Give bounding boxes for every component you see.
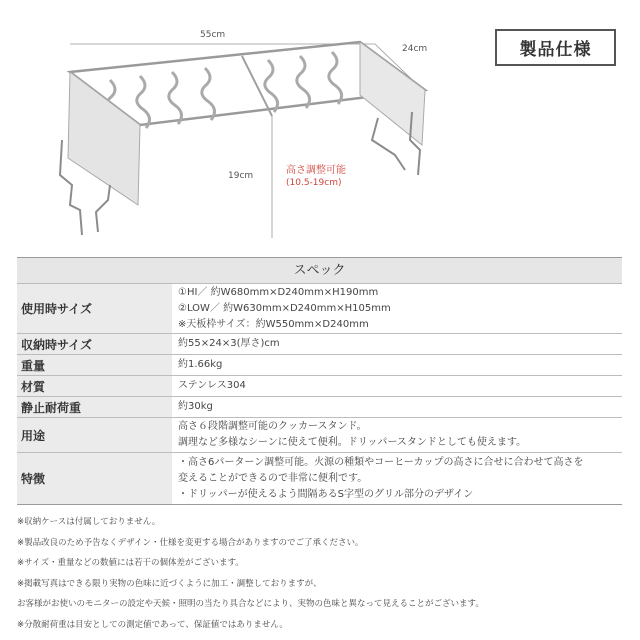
spec-line: ②LOW／ 約W630mm×D240mm×H105mm [178,302,391,314]
spec-value [172,397,622,418]
spec-table-section [17,257,622,505]
spec-key: 特徴 [17,453,172,505]
spec-value [172,418,622,453]
spec-line: ①HI／ 約W680mm×D240mm×H190mm [178,286,379,298]
note: ※掲載写真はできる限り実物の色味に近づくように加工・調整しておりますが、 [17,578,322,589]
spec-title: スペック [17,257,622,283]
spec-key: 重量 [17,355,172,376]
spec-line: 変えることができるので非常に便利です。 [178,472,368,484]
spec-line: ※天板枠サイズ：約W550mm×D240mm [178,318,369,330]
height-adjust-callout [286,164,346,190]
spec-line: 約55×24×3(厚さ)cm [178,338,280,349]
spec-value [172,376,622,397]
spec-key: 用途 [17,418,172,453]
product-spec-badge: 製品仕様 [495,29,616,66]
spec-line: 高さ６段階調整可能のクッカースタンド。 [178,421,367,432]
height-adjust-range: (10.5-19cm) [286,178,342,188]
spec-line: 約1.66kg [178,359,223,370]
spec-key: 収納時サイズ [17,334,172,355]
spec-value [172,334,622,355]
note: お客様がお使いのモニターの設定や天候・照明の当たり具合などにより、実物の色味と異なって見えることがございます。 [17,599,484,609]
spec-row-usage-size [17,284,622,334]
spec-row-static-load [17,397,622,418]
spec-key: 使用時サイズ [17,284,172,334]
spec-key: 静止耐荷重 [17,397,172,418]
spec-line: ・ドリッパーが使えるよう間隔あるS字型のグリル部分のデザイン [178,488,474,500]
spec-row-weight [17,355,622,376]
height-adjust-label: 高さ調整可能 [286,165,346,176]
width-dimension: 55cm [200,30,226,40]
note: ※製品改良のため予告なくデザイン・仕様を変更する場合がありますのでご了承ください。 [17,537,364,548]
spec-line: 調理など多様なシーンに使えて便利。ドリッパースタンドとしても使えます。 [178,437,527,448]
spec-row-features [17,453,622,505]
notes-section [17,512,622,635]
spec-line: ステンレス304 [178,380,246,391]
note: ※サイズ・重量などの数値には若干の個体差がございます。 [17,558,244,568]
spec-row-purpose [17,418,622,453]
spec-row-material [17,376,622,397]
note: ※収納ケースは付属しておりません。 [17,517,161,527]
spec-value [172,355,622,376]
note: ※分散耐荷重は目安としての測定値であって、保証値ではありません。 [17,619,288,630]
depth-dimension: 24cm [402,44,428,54]
spec-key: 材質 [17,376,172,397]
spec-row-storage-size [17,334,622,355]
spec-line: ・高さ6パーターン調整可能。火源の種類やコーヒーカップの高さに合せに合わせて高さを [178,456,584,468]
product-hero [0,0,640,262]
spec-table [17,283,622,505]
spec-value [172,284,622,334]
spec-value [172,453,622,505]
spec-line: 約30kg [178,401,213,412]
height-dimension: 19cm [228,171,254,181]
